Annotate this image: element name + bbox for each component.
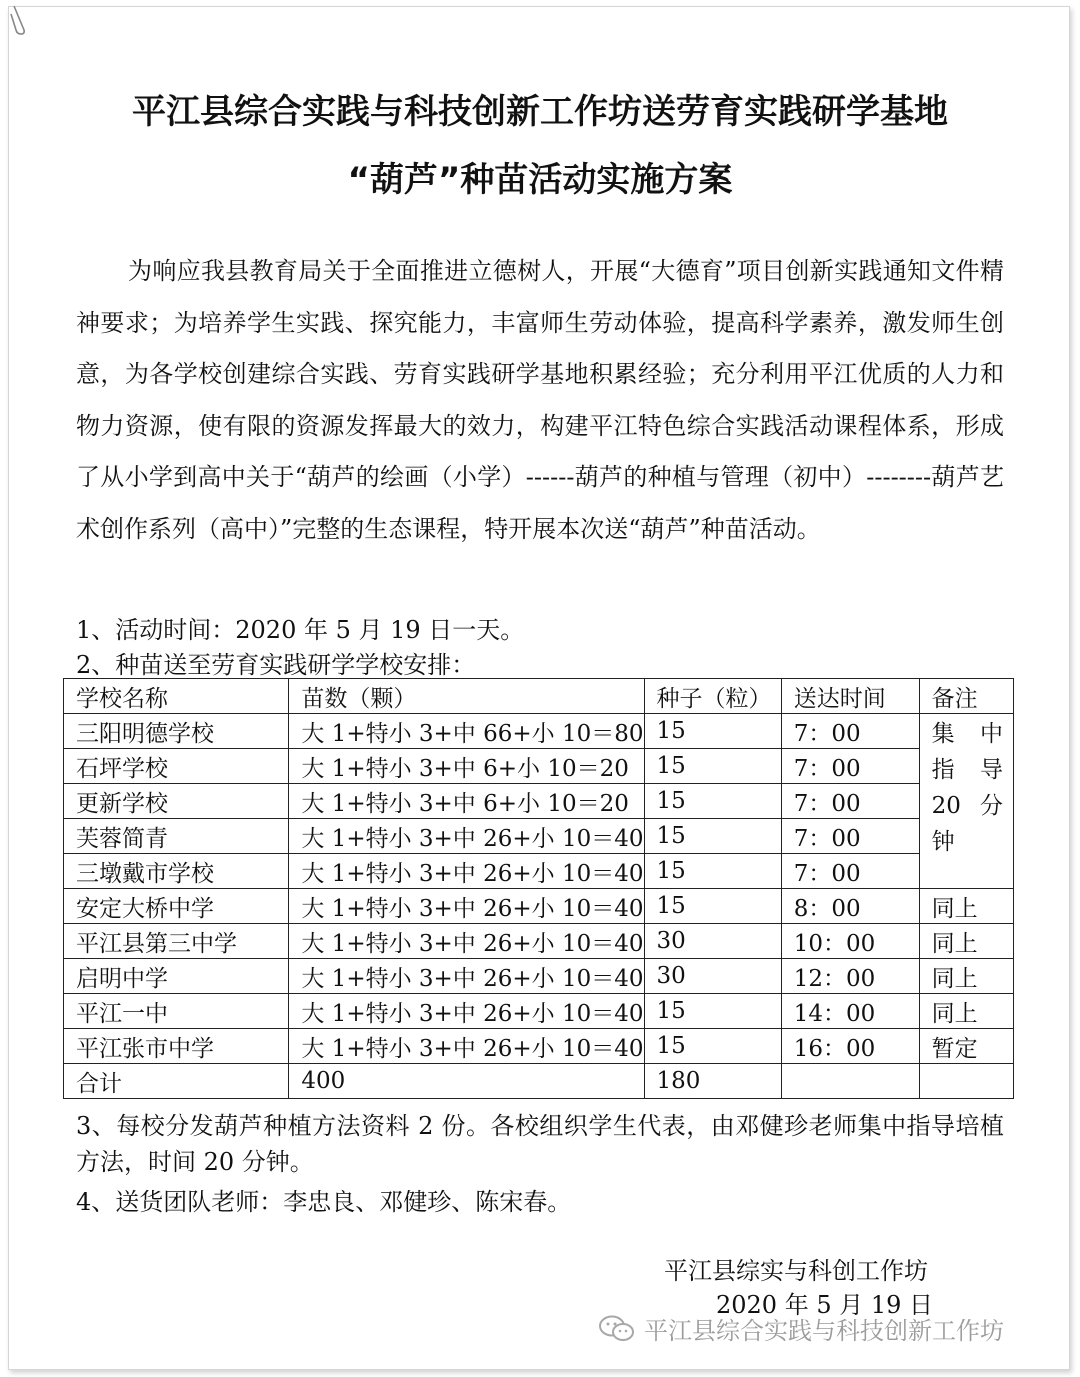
cell-note: 暂定 — [919, 1029, 1013, 1064]
document-title-line1: 平江县综合实践与科技创新工作坊送劳育实践研学基地 — [132, 92, 948, 132]
cell-seeds: 15 — [644, 854, 781, 889]
cell-seedlings: 大 1+特小 3+中 26+小 10＝40 — [289, 959, 644, 994]
cell-seeds: 30 — [644, 959, 781, 994]
total-time — [781, 1064, 919, 1099]
total-label: 合计 — [64, 1064, 289, 1099]
cell-school: 安定大桥中学 — [64, 889, 289, 924]
cell-seeds: 15 — [644, 749, 781, 784]
header-time: 送达时间 — [781, 679, 919, 714]
item-materials: 3、每校分发葫芦种植方法资料 2 份。各校组织学生代表，由邓健珍老师集中指导培植方法，时间 20 分钟。 — [76, 1112, 1004, 1176]
schedule-table — [63, 678, 1014, 1099]
document-title-line2: “葫芦”种苗活动实施方案 — [347, 160, 733, 200]
item-delivery-schedule: 2、种苗送至劳育实践研学学校安排： — [76, 651, 476, 679]
cell-seeds: 15 — [644, 1029, 781, 1064]
table-total-row — [64, 1064, 1014, 1099]
cell-seeds: 15 — [644, 784, 781, 819]
cell-time: 7：00 — [781, 714, 919, 749]
cell-seedlings: 大 1+特小 3+中 26+小 10＝40 — [289, 924, 644, 959]
cell-seeds: 15 — [644, 819, 781, 854]
table-header-row — [64, 679, 1014, 714]
cell-seedlings: 大 1+特小 3+中 66+小 10＝80 — [289, 714, 644, 749]
item-activity-time: 1、活动时间：2020 年 5 月 19 日一天。 — [76, 616, 525, 644]
header-seeds: 种子（粒） — [644, 679, 781, 714]
cell-time: 14：00 — [781, 994, 919, 1029]
cell-time: 7：00 — [781, 854, 919, 889]
cell-school: 更新学校 — [64, 784, 289, 819]
cell-note: 同上 — [919, 924, 1013, 959]
cell-note: 同上 — [919, 959, 1013, 994]
header-note: 备注 — [919, 679, 1013, 714]
table-row — [64, 924, 1014, 959]
table-row — [64, 994, 1014, 1029]
cell-note-merged: 集 中 指 导 20 分钟 — [919, 714, 1013, 889]
cell-time: 7：00 — [781, 749, 919, 784]
watermark — [598, 1311, 1004, 1346]
table-row — [64, 749, 1014, 784]
cell-school: 平江一中 — [64, 994, 289, 1029]
cell-school: 芙蓉简青 — [64, 819, 289, 854]
wechat-icon — [598, 1314, 636, 1344]
header-seedlings: 苗数（颗） — [289, 679, 644, 714]
table-row — [64, 854, 1014, 889]
cell-time: 10：00 — [781, 924, 919, 959]
cell-school: 石坪学校 — [64, 749, 289, 784]
total-seeds: 180 — [644, 1064, 781, 1099]
table-row — [64, 959, 1014, 994]
cell-seedlings: 大 1+特小 3+中 26+小 10＝40 — [289, 994, 644, 1029]
table-row — [64, 1029, 1014, 1064]
cell-seedlings: 大 1+特小 3+中 6+小 10＝20 — [289, 784, 644, 819]
cell-seedlings: 大 1+特小 3+中 6+小 10＝20 — [289, 749, 644, 784]
cell-seedlings: 大 1+特小 3+中 26+小 10＝40 — [289, 819, 644, 854]
cell-seeds: 15 — [644, 994, 781, 1029]
cell-note: 同上 — [919, 889, 1013, 924]
table-row — [64, 889, 1014, 924]
cell-time: 16：00 — [781, 1029, 919, 1064]
cell-seeds: 15 — [644, 714, 781, 749]
item-delivery-team: 4、送货团队老师：李忠良、邓健珍、陈宋春。 — [76, 1188, 572, 1216]
cell-seedlings: 大 1+特小 3+中 26+小 10＝40 — [289, 1029, 644, 1064]
signature-organization: 平江县综实与科创工作坊 — [664, 1257, 928, 1285]
header-school: 学校名称 — [64, 679, 289, 714]
table-row — [64, 714, 1014, 749]
cell-seeds: 30 — [644, 924, 781, 959]
cell-time: 12：00 — [781, 959, 919, 994]
cell-seeds: 15 — [644, 889, 781, 924]
cell-school: 启明中学 — [64, 959, 289, 994]
signature-date: 2020 年 5 月 19 日 — [716, 1291, 934, 1319]
cell-time: 7：00 — [781, 784, 919, 819]
paperclip-icon — [8, 4, 28, 36]
cell-school: 平江张市中学 — [64, 1029, 289, 1064]
cell-note: 同上 — [919, 994, 1013, 1029]
cell-time: 8：00 — [781, 889, 919, 924]
cell-school: 平江县第三中学 — [64, 924, 289, 959]
cell-school: 三阳明德学校 — [64, 714, 289, 749]
cell-seedlings: 大 1+特小 3+中 26+小 10＝40 — [289, 889, 644, 924]
cell-time: 7：00 — [781, 819, 919, 854]
total-seedlings: 400 — [289, 1064, 644, 1099]
watermark-text: 平江县综合实践与科技创新工作坊 — [644, 1317, 1004, 1345]
cell-seedlings: 大 1+特小 3+中 26+小 10＝40 — [289, 854, 644, 889]
table-row — [64, 819, 1014, 854]
cell-school: 三墩戴市学校 — [64, 854, 289, 889]
table-row — [64, 784, 1014, 819]
total-note — [919, 1064, 1013, 1099]
intro-paragraph: 为响应我县教育局关于全面推进立德树人，开展“大德育”项目创新实践通知文件精神要求；为培养学生实践、探究能力，丰富师生劳动体验，提高科学素养，激发师生创意，为各学校创建综合实践、劳育实践研学基地积累经验；充分利用平江优质的人力和物力资源，使有限的资源发挥最大的效力，构建平江特色综合实践活动课程体系，形成了从小学到高中关于“葫芦的绘画（小学）------葫芦的种植与管理（初中）--------葫芦艺术创作系列（高中）”完整的生态课程，特开展本次送“葫芦”种苗活动。 — [76, 257, 1004, 543]
